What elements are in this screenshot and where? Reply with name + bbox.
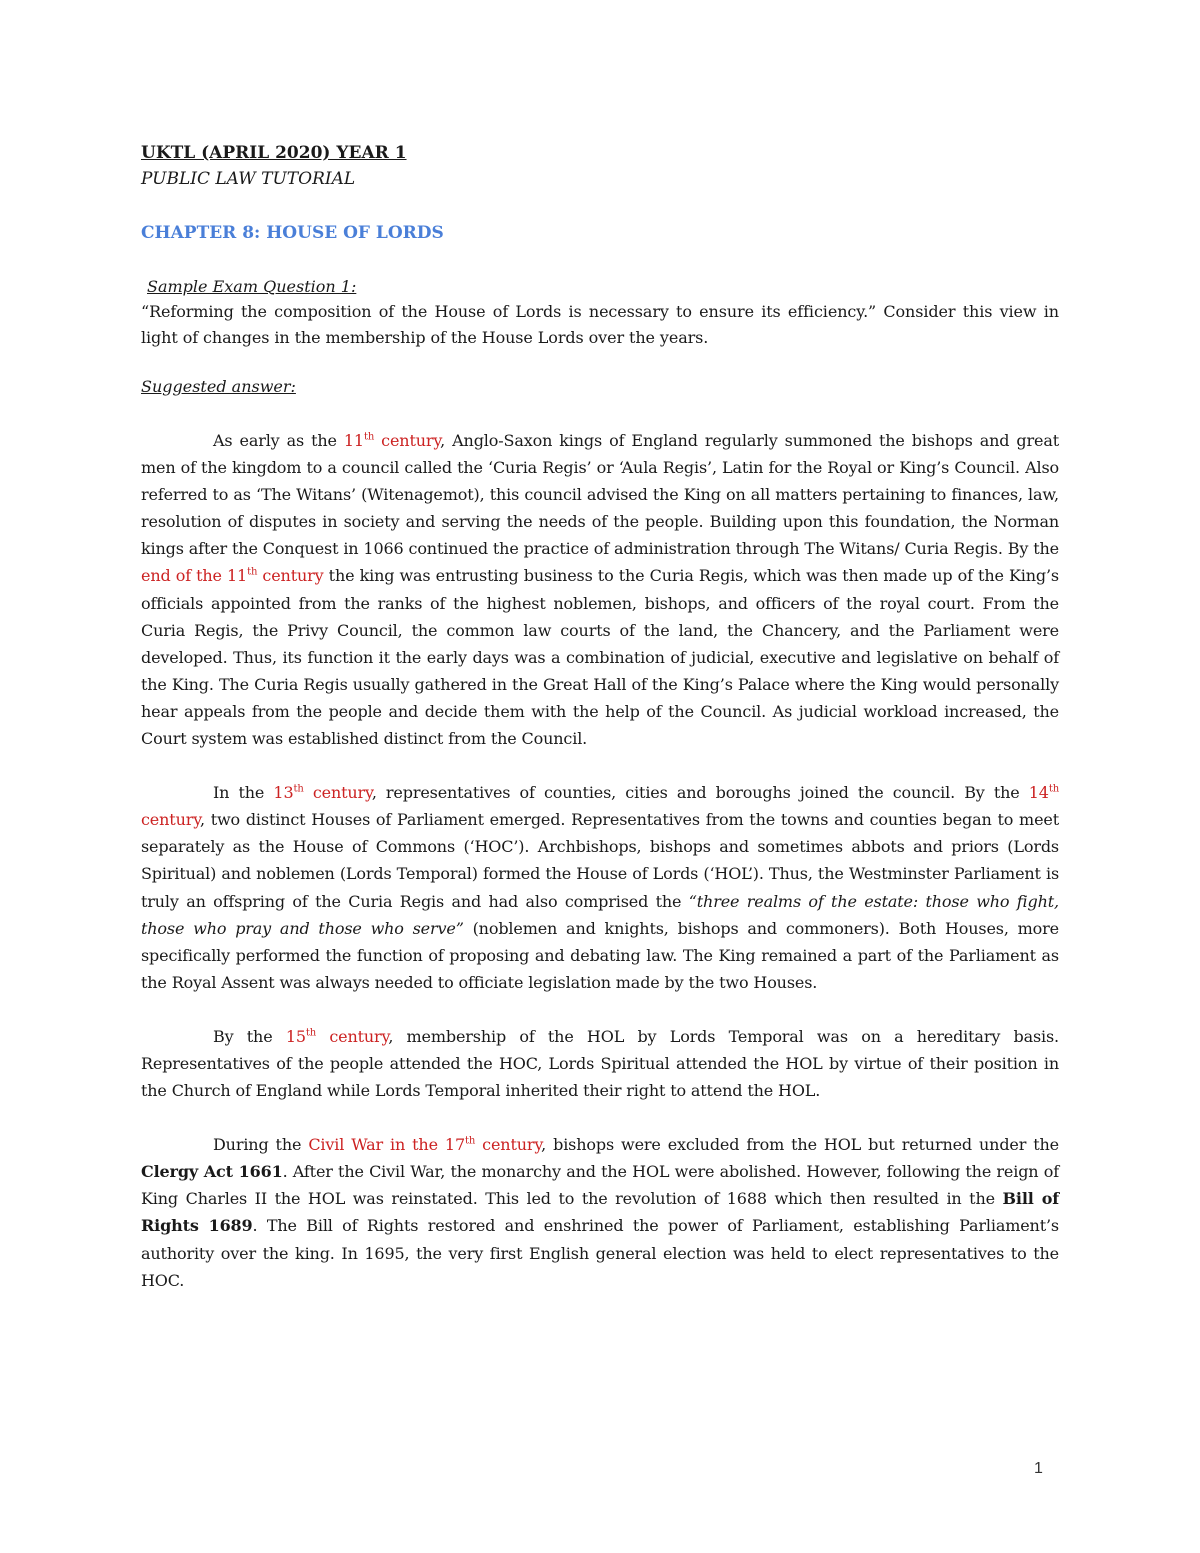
p1-text-a: As early as the [213,431,344,450]
chapter-heading: CHAPTER 8: HOUSE OF LORDS [141,223,444,243]
p2-quote: “three realms of the estate: those who fight, those who pray and those who serve” [141,891,1059,938]
p2-text-a: In the [213,783,274,803]
p4-highlight-1-sup: th [464,1135,476,1147]
document-title: UKTL (APRIL 2020) YEAR 1 [141,143,407,163]
p4-highlight-1-tail: century [475,1135,542,1155]
document-page [141,140,1059,1294]
page-number: 1 [1034,1460,1043,1477]
paragraph-1 [141,427,1059,752]
p4-text-d: . The Bill of Rights restored and enshrined the power of Parliament, establishing Parliament’s authority over the king. In 1695, the very first English general election was held to elect representatives to the HOC. [141,1216,1059,1290]
p1-highlight-2-tail: century [257,566,324,586]
question-text: “Reforming the composition of the House of Lords is necessary to ensure its efficiency.” Consider this view in light of changes in the membership of the House Lords over the years. [141,302,1059,347]
p2-highlight-1-sup: th [293,783,304,795]
p1-highlight-1-tail: century [374,431,441,450]
p2-highlight-2-sup: th [1048,783,1060,795]
p2-highlight-1 [273,783,371,802]
p3-text-a: By the [213,1026,286,1046]
p3-highlight-1 [286,1027,389,1046]
p2-text-c: , two distinct Houses of Parliament emerged. Representatives from the towns and counties began to meet separately as the House of Commons (‘HOC’). Archbishops, bishops and sometimes abbots and priors (Lords Spiritual) and noblemen (Lords Temporal) formed the House of Lords (‘HOL’). Thus, the Westminster Parliament is truly an offspring of the Curia Regis and had also comprised the [141,810,1059,911]
p2-highlight-2-tail: century [141,810,200,830]
p1-highlight-2-text: end of the 11 [141,566,248,586]
p2-text-d: (noblemen and knights, bishops and commoners). Both Houses, more specifically performed the function of proposing and debating law. The King remained a part of the Parliament as the Royal Assent was always needed to officiate legislation made by the two Houses. [141,918,1059,992]
p3-text-b: , membership of the HOL by Lords Temporal was on a hereditary basis. Representatives of the people attended the HOC, Lords Spiritual attended the HOL by virtue of their position in the Church of England while Lords Temporal inherited their right to attend the HOL. [141,1026,1059,1101]
question-label: Sample Exam Question 1: [147,277,357,296]
p3-highlight-1-tail: century [316,1026,389,1046]
p4-text-c: . After the Civil War, the monarchy and the HOL were abolished. However, following the reign of King Charles II the HOL was reinstated. This led to the revolution of 1688 which then resulted in the [141,1162,1059,1209]
p2-highlight-1-text: 13 [273,783,294,803]
p1-highlight-2-sup: th [247,567,258,579]
p2-text-b: , representatives of counties, cities and boroughs joined the council. By the [371,783,1029,803]
paragraph-3 [141,1023,1059,1104]
p4-text-b: , bishops were excluded from the HOL but returned under the [541,1135,1060,1155]
paragraph-2 [141,779,1059,996]
p3-highlight-1-text: 15 [285,1026,306,1046]
p4-highlight-1-text: Civil War in the 17 [308,1135,465,1155]
p4-highlight-1 [308,1135,541,1154]
p4-clergy-act: Clergy Act 1661 [141,1162,283,1182]
p4-text-a: During the [213,1135,309,1155]
p1-text-c: the king was entrusting business to the Curia Regis, which was then made up of the King’s officials appointed from the ranks of the highest noblemen, bishops, and officers of the royal court. From the Curia Regis, the Privy Council, the common law courts of the land, the Chancery, and the Parliament were developed. Thus, its function it the early days was a combination of judicial, executive and legislative on behalf of the King. The Curia Regis usually gathered in the Great Hall of the King’s Palace where the King would personally hear appeals from the people and decide them with the help of the Council. As judicial workload increased, the Court system was established distinct from the Council. [141,566,1059,749]
p3-highlight-1-sup: th [305,1027,317,1039]
p1-highlight-1 [344,431,440,450]
p1-highlight-1-sup: th [363,431,375,443]
paragraph-4 [141,1131,1059,1294]
p2-highlight-2-text: 14 [1028,783,1049,803]
p1-text-b: , Anglo-Saxon kings of England regularly summoned the bishops and great men of the kingdom to a council called the ‘Curia Regis’ or ‘Aula Regis’, Latin for the Royal or King’s Council. Also referred to as ‘The Witans’ (Witenagemot), this council advised the King on all matters pertaining to finances, law, resolution of disputes in society and serving the needs of the people. Building upon this foundation, the Norman kings after the Conquest in 1066 continued the practice of administration through The Witans/ Curia Regis. By the [141,431,1060,559]
p1-highlight-1-text: 11 [343,431,364,450]
answer-label: Suggested answer: [141,377,296,396]
document-subtitle: PUBLIC LAW TUTORIAL [141,169,356,189]
p4-bill-of-rights: Bill of Rights 1689 [141,1189,1059,1236]
p1-highlight-2 [141,566,324,585]
p2-highlight-1-tail: century [303,783,372,803]
